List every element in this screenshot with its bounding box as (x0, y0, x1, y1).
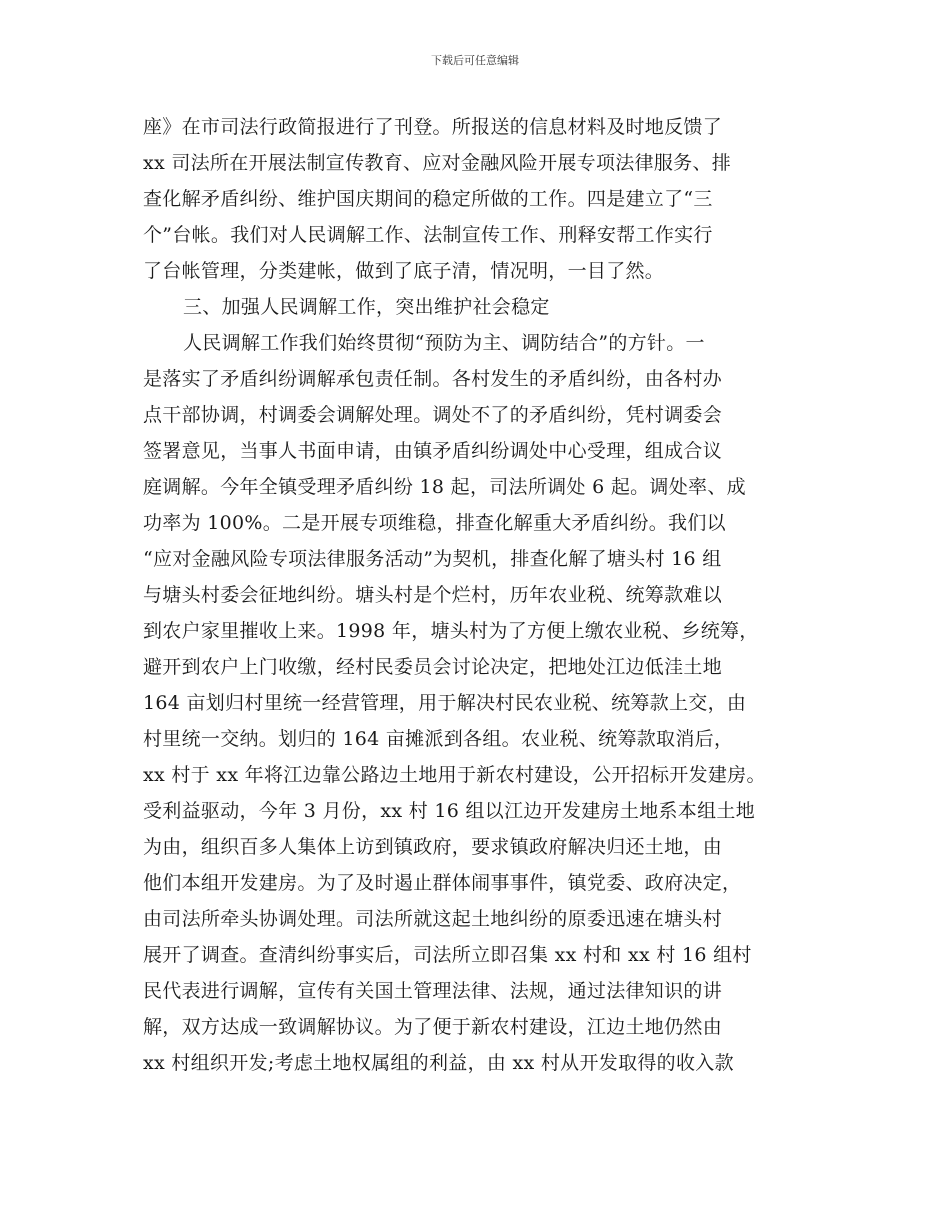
text-line: 164 亩划归村里统一经营管理，用于解决村民农业税、统筹款上交，由 (143, 692, 747, 714)
text-line: 点干部协调，村调委会调解处理。调处不了的矛盾纠纷，凭村调委会 (143, 404, 723, 426)
text-line: 人民调解工作我们始终贯彻“预防为主、调防结合”的方针。一 (183, 332, 705, 354)
text-line: 民代表进行调解，宣传有关国土管理法律、法规，通过法律知识的讲 (143, 980, 723, 1002)
text-line: 他们本组开发建房。为了及时遏止群体闹事事件，镇党委、政府决定， (143, 872, 742, 894)
text-line: 查化解矛盾纠纷、维护国庆期间的稳定所做的工作。四是建立了“三 (143, 188, 713, 210)
text-line: 解，双方达成一致调解协议。为了便于新农村建设，江边土地仍然由 (143, 1016, 723, 1038)
text-line: 到农户家里摧收上来。1998 年，塘头村为了方便上缴农业税、乡统筹， (143, 620, 759, 642)
page-header: 下载后可任意编辑 (431, 54, 519, 67)
text-line: 村里统一交纳。划归的 164 亩摊派到各组。农业税、统筹款取消后， (143, 728, 734, 750)
text-line: xx 村于 xx 年将江边靠公路边土地用于新农村建设，公开招标开发建房。 (143, 764, 766, 786)
text-line: 座》在市司法行政简报进行了刊登。所报送的信息材料及时地反馈了 (143, 116, 723, 138)
text-line: 了台帐管理，分类建帐，做到了底子清，情况明，一目了然。 (143, 260, 665, 282)
text-line: 受利益驱动，今年 3 月份，xx 村 16 组以江边开发建房土地系本组土地 (143, 800, 755, 822)
text-line: xx 村组织开发;考虑土地权属组的利益，由 xx 村从开发取得的收入款 (143, 1052, 734, 1074)
text-line: 由司法所牵头协调处理。司法所就这起土地纠纷的原委迅速在塘头村 (143, 908, 723, 930)
text-line: 功率为 100%。二是开展专项维稳，排查化解重大矛盾纠纷。我们以 (143, 512, 726, 534)
text-line: 展开了调查。查清纠纷事实后，司法所立即召集 xx 村和 xx 村 16 组村 (143, 944, 752, 966)
text-line: 庭调解。今年全镇受理矛盾纠纷 18 起，司法所调处 6 起。调处率、成 (143, 476, 746, 498)
text-line: 签署意见，当事人书面申请，由镇矛盾纠纷调处中心受理，组成合议 (143, 440, 723, 462)
text-line: 避开到农户上门收缴，经村民委员会讨论决定，把地处江边低洼土地 (143, 656, 723, 678)
text-line: 为由，组织百多人集体上访到镇政府，要求镇政府解决归还土地，由 (143, 836, 723, 858)
section-heading: 三、加强人民调解工作，突出维护社会稳定 (183, 296, 550, 318)
text-line: 是落实了矛盾纠纷调解承包责任制。各村发生的矛盾纠纷，由各村办 (143, 368, 723, 390)
text-line: “应对金融风险专项法律服务活动”为契机，排查化解了塘头村 16 组 (143, 548, 722, 570)
text-line: xx 司法所在开展法制宣传教育、应对金融风险开展专项法律服务、排 (143, 152, 732, 174)
text-line: 与塘头村委会征地纠纷。塘头村是个烂村，历年农业税、统筹款难以 (143, 584, 723, 606)
text-line: 个”台帐。我们对人民调解工作、法制宣传工作、刑释安帮工作实行 (143, 224, 713, 246)
